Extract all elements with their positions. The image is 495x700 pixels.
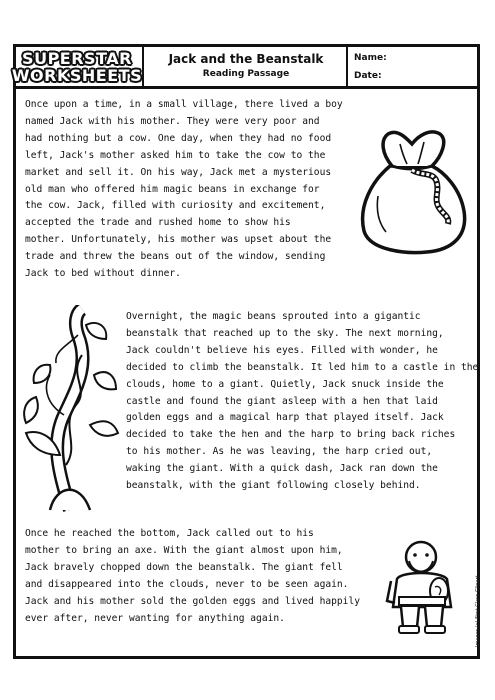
passage-line: ever after, never wanting for anything again. — [25, 612, 285, 624]
image-credit-text: Images (c) First Class Clipart — [475, 575, 481, 647]
student-fields — [354, 49, 474, 85]
passage-line: Once he reached the bottom, Jack called out to his — [25, 528, 314, 539]
passage-line: beanstalk that reached up to the sky. The next morning, — [126, 327, 444, 339]
logo-line-2: WORKSHEETS — [11, 65, 143, 85]
passage-line: had nothing but a cow. One day, when they had no food — [25, 132, 332, 144]
passage-line: the cow. Jack, filled with curiosity and excitement, — [25, 200, 326, 212]
title-block — [146, 47, 348, 86]
passage-line: Jack bravely chopped down the beanstalk. The giant fell — [25, 561, 343, 573]
passage-line: decided to take the hen and the harp to bring back riches — [126, 429, 456, 441]
paragraph-3 — [25, 526, 375, 627]
passage-line: Once upon a time, in a small village, there lived a boy — [25, 99, 343, 110]
passage-line: Jack and his mother sold the golden eggs and lived happily — [25, 595, 361, 607]
beanstalk-icon — [20, 305, 120, 515]
passage-line: Jack to bed without dinner. — [25, 268, 181, 280]
passage-line: mother. Unfortunately, his mother was upset about the — [25, 234, 332, 246]
worksheet-title: Jack and the Beanstalk — [168, 52, 324, 66]
passage-line: left, Jack's mother asked him to take the cow to the — [25, 149, 326, 161]
superstar-worksheets-logo — [11, 47, 144, 86]
passage-line: and disappeared into the clouds, never to be seen again. — [25, 578, 349, 590]
passage-line: Overnight, the magic beans sprouted into a gigantic — [126, 311, 421, 322]
passage-line: old man who offered him magic beans in exchange for — [25, 183, 320, 195]
date-field[interactable]: Date: — [354, 71, 382, 81]
passage-line: to his mother. As he was leaving, the harp cried out, — [126, 446, 433, 458]
passage-line: named Jack with his mother. They were very poor and — [25, 115, 320, 127]
passage-line: Jack couldn't believe his eyes. Filled with wonder, he — [126, 344, 438, 356]
passage-line: decided to climb the beanstalk. It led him to a castle in the — [126, 361, 479, 373]
money-bag-icon — [352, 126, 472, 256]
paragraph-1 — [25, 97, 347, 283]
logo-line-1: SUPERSTAR — [22, 48, 132, 68]
passage-line: accepted the trade and rushed home to show his — [25, 217, 291, 229]
passage-line: clouds, home to a giant. Quietly, Jack snuck inside the — [126, 378, 444, 390]
paragraph-2 — [126, 309, 479, 495]
passage-line: trade and threw the beans out of the window, sending — [25, 251, 326, 263]
giant-icon — [381, 535, 463, 635]
passage-line: beanstalk, with the giant following closely behind. — [126, 480, 421, 492]
passage-line: castle and found the giant asleep with a hen that laid — [126, 395, 438, 407]
passage-line: mother to bring an axe. With the giant almost upon him, — [25, 544, 343, 556]
name-field[interactable]: Name: — [354, 53, 387, 63]
passage-line: waking the giant. With a quick dash, Jack ran down the — [126, 463, 438, 475]
passage-line: golden eggs and a magical harp that played itself. Jack — [126, 412, 444, 424]
passage-line: market and sell it. On his way, Jack met a mysterious — [25, 166, 332, 178]
image-credit — [468, 548, 481, 648]
worksheet-subtitle: Reading Passage — [202, 69, 290, 79]
